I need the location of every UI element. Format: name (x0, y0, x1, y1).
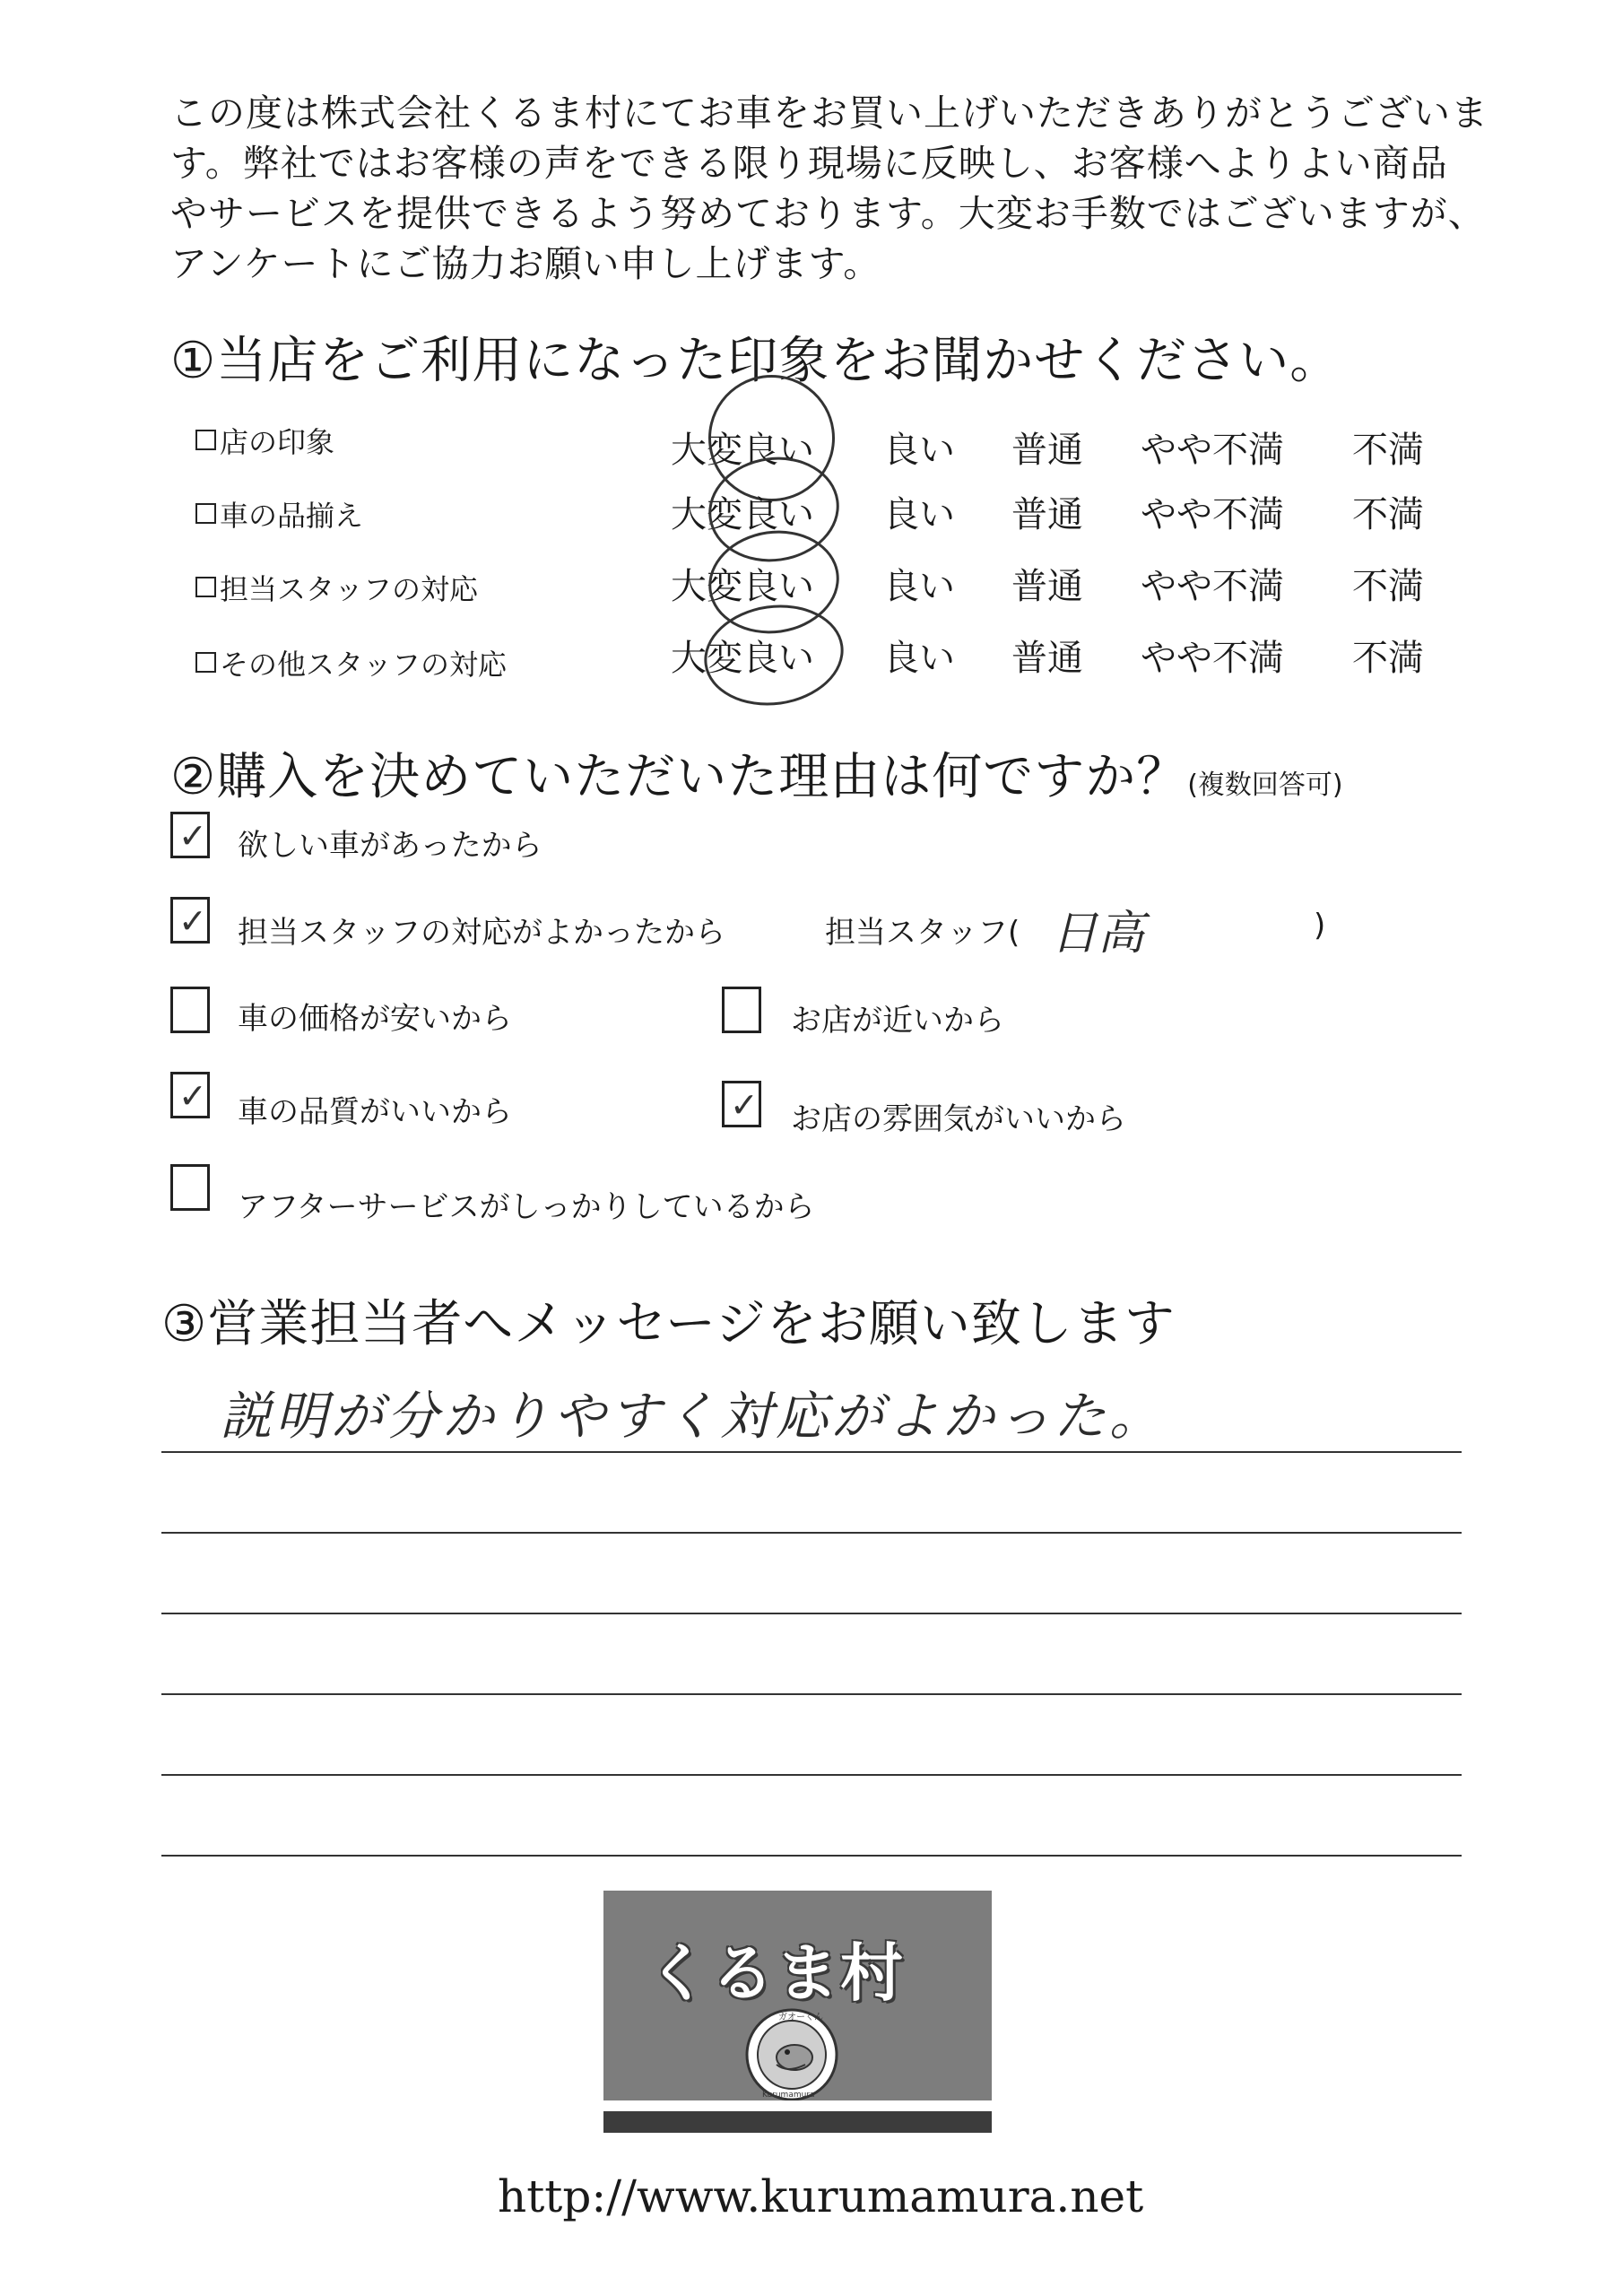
rating-option[interactable]: 普通 (1011, 638, 1083, 679)
section3-title: ③営業担当者へメッセージをお願い致します (161, 1295, 1176, 1353)
check-mark-icon: ✓ (730, 1085, 759, 1125)
section1-title: ①当店をご利用になった印象をお聞かせください。 (170, 332, 1341, 390)
mascot-icon (742, 2005, 841, 2104)
reason-checkbox[interactable] (170, 812, 210, 858)
intro-paragraph (170, 88, 1488, 289)
reason-label: アフターサービスがしっかりしているから (238, 1189, 815, 1225)
rating-option[interactable]: 普通 (1011, 430, 1083, 471)
reason-checkbox[interactable] (170, 897, 210, 944)
reason-label: 欲しい車があったから (238, 828, 542, 864)
website-url[interactable]: http://www.kurumamura.net (498, 2170, 1144, 2222)
logo-wordmark: くるま村 (647, 1936, 905, 2010)
intro-line: アンケートにご協力お願い申し上げます。 (170, 242, 881, 285)
rating-option[interactable]: 大変良い (671, 494, 814, 535)
kurumamura-logo (603, 1891, 992, 2133)
rating-option[interactable]: やや不満 (1141, 430, 1284, 471)
rating-option[interactable]: 大変良い (671, 566, 814, 607)
message-line (161, 1613, 1462, 1614)
rating-option[interactable]: 良い (883, 494, 955, 535)
svg-text:ガオーくん: ガオーくん (778, 2013, 823, 2022)
rating-option[interactable]: 大変良い (671, 430, 814, 471)
checkbox-square-icon (195, 503, 216, 524)
rating-option[interactable]: 良い (883, 430, 955, 471)
section2-title: ②購入を決めていただいた理由は何ですか？(複数回答可) (170, 748, 1343, 806)
reason-checkbox[interactable] (170, 1072, 210, 1118)
message-handwritten: 説明が分かりやすく対応がよかった。 (220, 1386, 1166, 1447)
rating-option[interactable]: 不満 (1352, 638, 1424, 679)
check-mark-icon: ✓ (178, 1076, 207, 1116)
checkbox-square-icon (195, 430, 216, 450)
rating-option[interactable]: やや不満 (1141, 494, 1284, 535)
check-mark-icon: ✓ (178, 816, 207, 856)
rating-option[interactable]: 不満 (1352, 430, 1424, 471)
reason-checkbox[interactable] (722, 1081, 761, 1127)
svg-text:Kurumamura: Kurumamura (762, 2091, 815, 2100)
staff-label: 担当スタッフ( (825, 915, 1020, 951)
logo-stripe (603, 2111, 992, 2133)
intro-line: す。弊社ではお客様の声をできる限り現場に反映し、お客様へよりよい商品 (170, 142, 1448, 185)
rating-row-label: 担当スタッフの対応 (195, 567, 478, 608)
rating-row-label: 店の印象 (195, 420, 334, 461)
reason-checkbox[interactable] (170, 987, 210, 1033)
rating-row-label: その他スタッフの対応 (195, 642, 507, 683)
reason-label: 車の品質がいいから (238, 1094, 512, 1130)
rating-option[interactable]: やや不満 (1141, 566, 1284, 607)
rating-option[interactable]: 普通 (1011, 566, 1083, 607)
message-line (161, 1693, 1462, 1695)
rating-option[interactable]: 良い (883, 638, 955, 679)
message-line (161, 1532, 1462, 1534)
check-mark-icon: ✓ (178, 901, 207, 941)
message-line (161, 1855, 1462, 1857)
reason-checkbox[interactable] (722, 987, 761, 1033)
staff-name-handwritten: 日高 (1051, 907, 1145, 961)
rating-option[interactable]: 不満 (1352, 494, 1424, 535)
intro-line: この度は株式会社くるま村にてお車をお買い上げいただきありがとうございま (170, 91, 1488, 135)
message-line (161, 1774, 1462, 1776)
reason-checkbox[interactable] (170, 1164, 210, 1211)
rating-option[interactable]: 良い (883, 566, 955, 607)
staff-close-paren: ) (1314, 908, 1326, 944)
reason-label: お店の雰囲気がいいから (791, 1101, 1126, 1137)
checkbox-square-icon (195, 652, 216, 673)
section2-subtitle: (複数回答可) (1187, 770, 1343, 801)
checkbox-square-icon (195, 577, 216, 597)
logo-stripe (603, 2100, 992, 2111)
intro-line: やサービスを提供できるよう努めております。大変お手数ではございますが、 (170, 192, 1486, 235)
reason-label: 担当スタッフの対応がよかったから (238, 915, 725, 951)
reason-label: 車の価格が安いから (238, 1001, 512, 1037)
rating-option[interactable]: 普通 (1011, 494, 1083, 535)
reason-label: お店が近いから (791, 1003, 1004, 1039)
message-line (161, 1451, 1462, 1453)
rating-option[interactable]: 大変良い (671, 638, 814, 679)
rating-option[interactable]: やや不満 (1141, 638, 1284, 679)
rating-option[interactable]: 不満 (1352, 566, 1424, 607)
rating-row-label: 車の品揃え (195, 493, 363, 535)
